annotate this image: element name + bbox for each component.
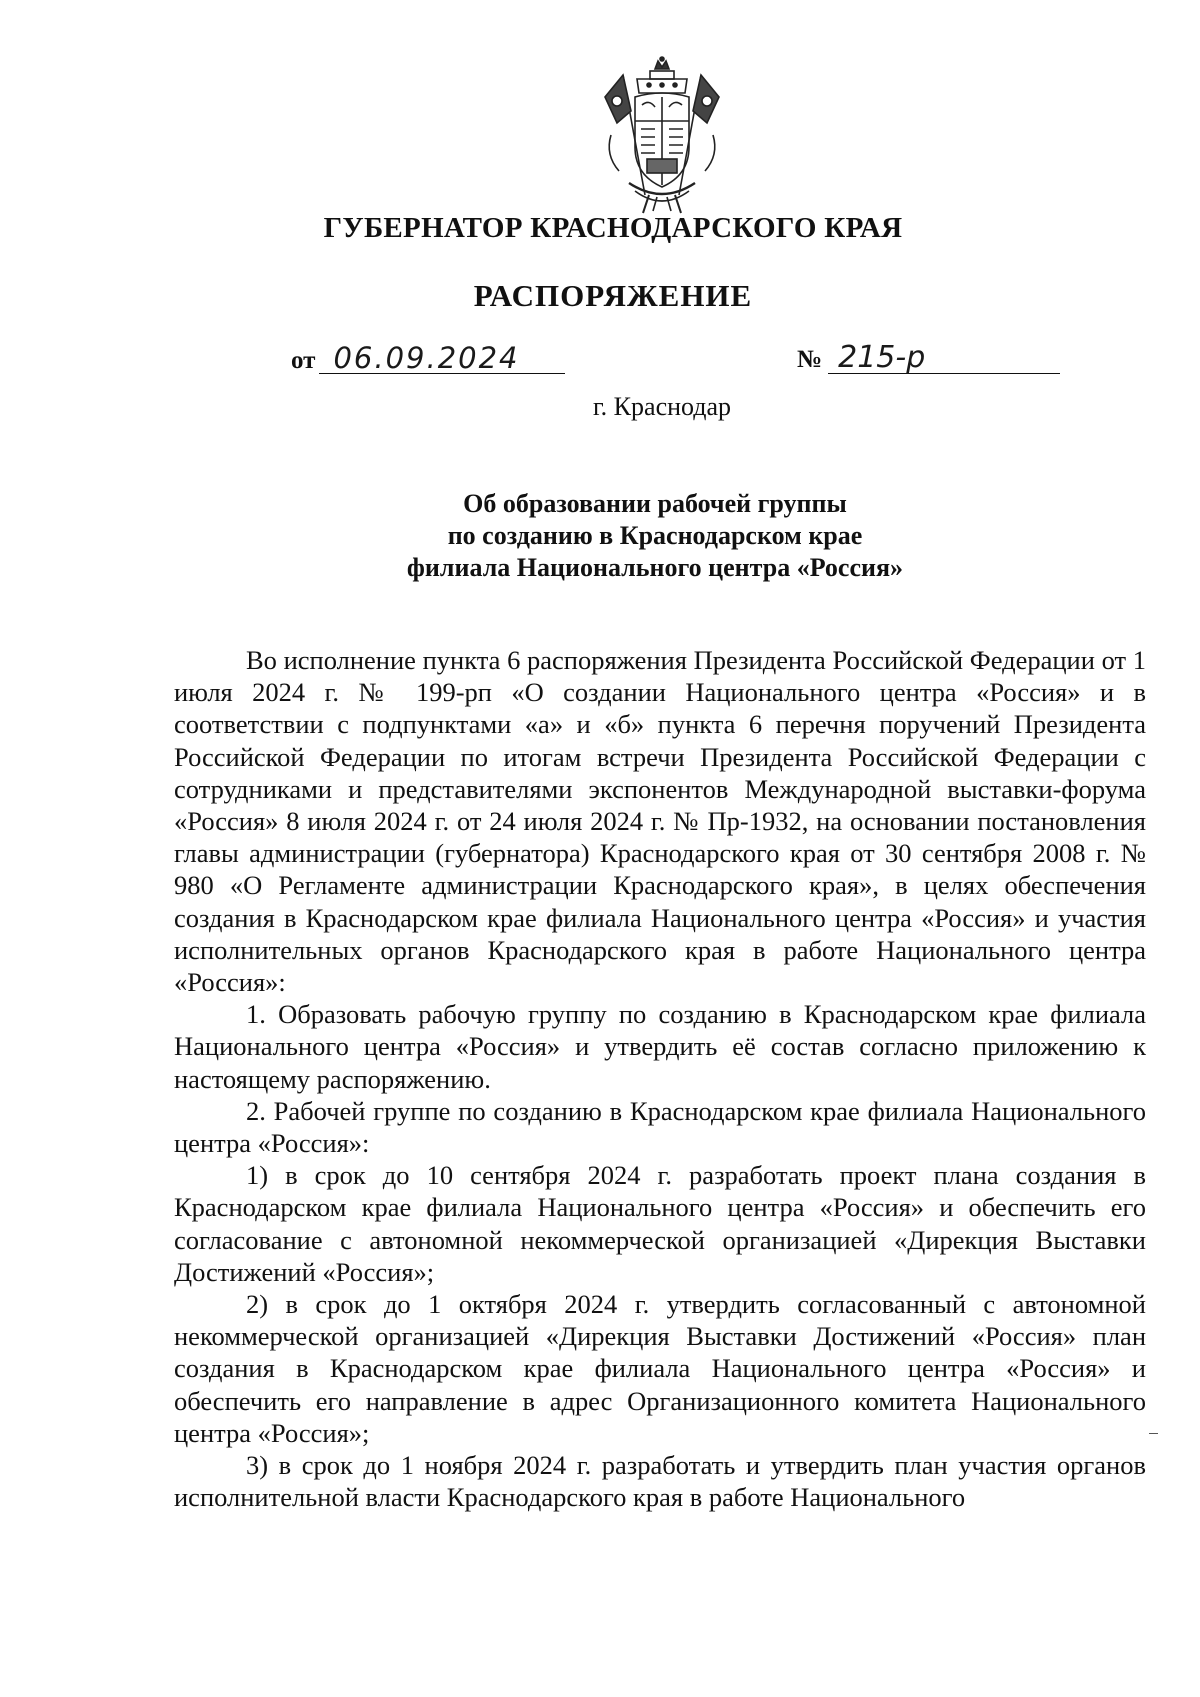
issuing-authority: ГУБЕРНАТОР КРАСНОДАРСКОГО КРАЯ (323, 212, 903, 244)
handwritten-date: 06.09.2024 (319, 343, 565, 374)
clause-paragraph: 2. Рабочей группе по созданию в Краснодарском крае филиала Национального центра «Россия»: (174, 1095, 1146, 1159)
margin-mark (1149, 1433, 1158, 1434)
date-field (291, 343, 565, 375)
date-prefix: от (291, 347, 316, 374)
number-field (797, 340, 1060, 375)
issue-city: г. Краснодар (592, 392, 732, 421)
number-prefix: № (797, 346, 823, 373)
document-type-heading: РАСПОРЯЖЕНИЕ (473, 278, 753, 313)
title-line: по созданию в Краснодарском крае (447, 521, 863, 550)
subclause-paragraph: 3) в срок до 1 ноября 2024 г. разработать и утвердить план участия органов исполнительной власти Краснодарского края в работе Национального (174, 1450, 1146, 1513)
document-body (174, 644, 1146, 1513)
clause-paragraph: 1. Образовать рабочую группу по созданию в Краснодарском крае филиала Национального центра «Россия» и утвердить её состав согласно приложению к настоящему распоряжению. (174, 999, 1146, 1094)
title-line: филиала Национального центра «Россия» (406, 553, 904, 582)
subclause-paragraph: 2) в срок до 1 октября 2024 г. утвердить согласованный с автономной некоммерческой организацией «Дирекция Выставки Достижений «Россия» план создания в Краснодарском крае филиала Национального центра «Россия» и обеспечить его направление в адрес Организационного комитета Национального центра «Россия»; (174, 1289, 1146, 1448)
title-line: Об образовании рабочей группы (463, 489, 847, 518)
subclause-paragraph: 1) в срок до 10 сентября 2024 г. разработать проект плана создания в Краснодарском крае филиала Национального центра «Россия» и обеспечить его согласование с автономной некоммерческой организацией «Дирекция Выставки Достижений «Россия»; (174, 1160, 1146, 1287)
preamble-paragraph: Во исполнение пункта 6 распоряжения Президента Российской Федерации от 1 июля 2024 г. № 199-рп «О создании Национального центра «Россия» и в соответствии с подпунктами «а» и «б» пункта 6 перечня поручений Президента Российской Федерации по итогам встречи Президента Российской Федерации с сотрудниками и представителями экспонентов Международной выставки-форума «Россия» 8 июля 2024 г. от 24 июля 2024 г. № Пр-1932, на основании постановления главы администрации (губернатора) Краснодарского края от 30 сентября 2008 г. № 980 «О Регламенте администрации Краснодарского края», в целях обеспечения создания в Краснодарском крае филиала Национального центра «Россия» и участия исполнительных органов Краснодарского края в работе Национального центра «Россия»: (174, 645, 1146, 998)
document-title (55, 488, 1200, 584)
krasnodar-coat-of-arms-icon (597, 55, 727, 215)
handwritten-number: 215-р (828, 343, 1060, 374)
